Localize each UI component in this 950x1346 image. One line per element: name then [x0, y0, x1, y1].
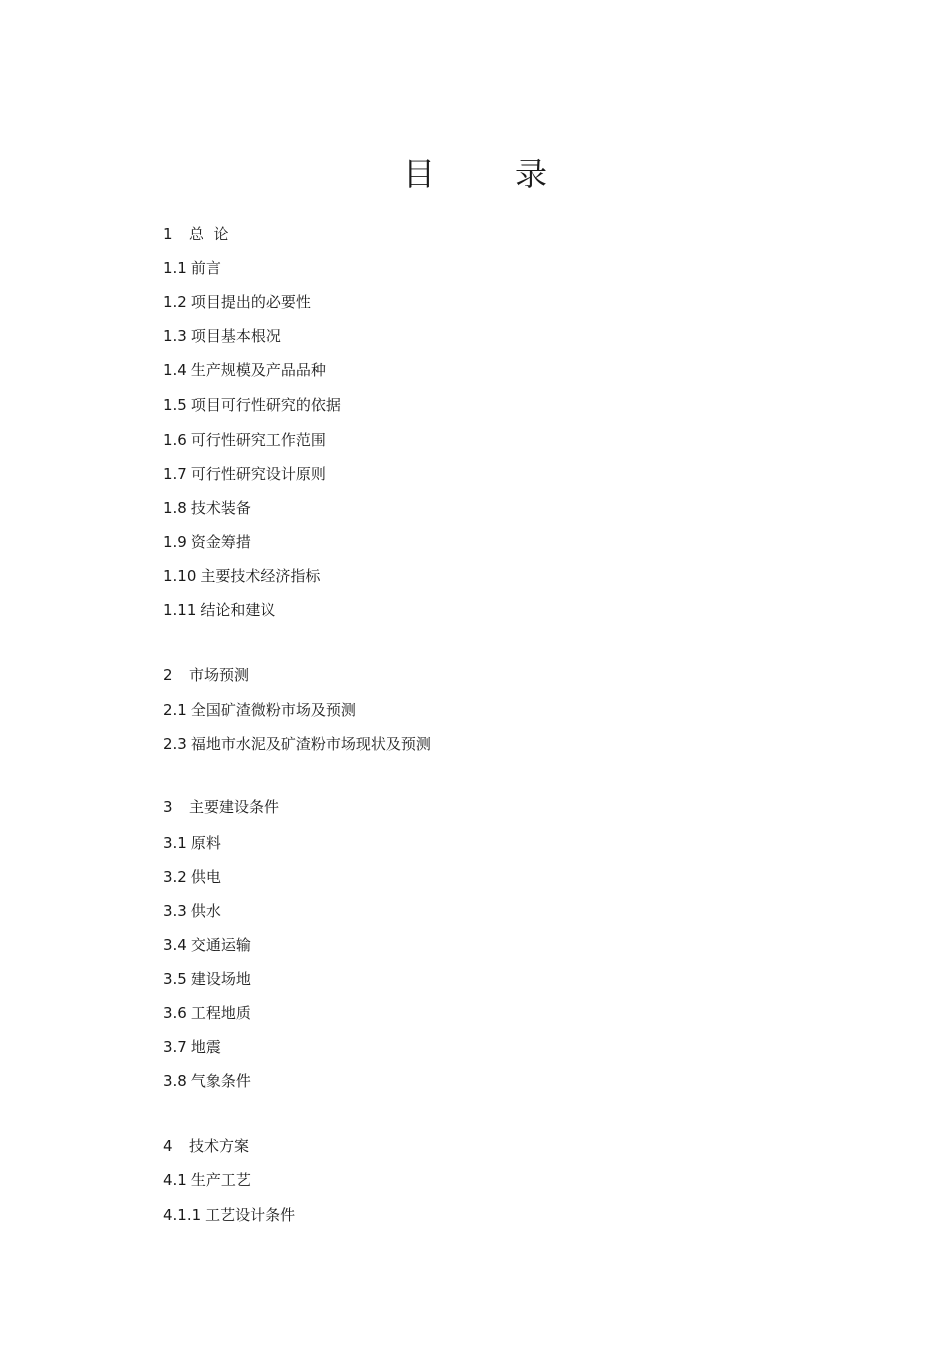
- toc-text: 项目可行性研究的依据: [190, 396, 341, 414]
- toc-item: [163, 900, 221, 922]
- toc-text: 项目提出的必要性: [190, 293, 311, 311]
- toc-number: 3.8: [163, 1072, 187, 1090]
- toc-item: [163, 394, 341, 416]
- toc-item: [163, 1204, 295, 1226]
- toc-text: 全国矿渣微粉市场及预测: [190, 701, 356, 719]
- toc-text: 地震: [190, 1038, 221, 1056]
- title-char-2: 录: [515, 155, 548, 193]
- toc-item: [163, 934, 251, 956]
- toc-number: 4.1.1: [163, 1206, 202, 1224]
- toc-item: [163, 866, 221, 888]
- toc-number: 3: [163, 798, 173, 816]
- toc-text: 原料: [190, 834, 221, 852]
- toc-text: 可行性研究设计原则: [190, 465, 326, 483]
- toc-item: [163, 429, 326, 451]
- toc-item: [163, 531, 251, 553]
- page-title: [0, 152, 950, 196]
- toc-number: 1: [163, 225, 173, 243]
- toc-number: 3.6: [163, 1004, 187, 1022]
- toc-text: 气象条件: [190, 1072, 251, 1090]
- toc-item: [163, 832, 221, 854]
- toc-text: 供水: [190, 902, 221, 920]
- toc-text: 福地市水泥及矿渣粉市场现状及预测: [190, 735, 431, 753]
- toc-number: 1.11: [163, 601, 197, 619]
- toc-text: 总 论: [189, 225, 229, 243]
- toc-chapter-1: [163, 223, 229, 245]
- toc-text: 技术方案: [189, 1137, 250, 1155]
- toc-text: 前言: [190, 259, 221, 277]
- toc-text: 生产工艺: [190, 1171, 251, 1189]
- toc-number: 4: [163, 1137, 173, 1155]
- toc-number: 1.4: [163, 361, 187, 379]
- toc-item: [163, 1002, 251, 1024]
- toc-text: 技术装备: [190, 499, 251, 517]
- toc-number: 1.6: [163, 431, 187, 449]
- toc-text: 工艺设计条件: [205, 1206, 296, 1224]
- toc-text: 工程地质: [190, 1004, 251, 1022]
- toc-number: 3.1: [163, 834, 187, 852]
- toc-item: [163, 497, 251, 519]
- toc-item: [163, 325, 281, 347]
- toc-number: 1.5: [163, 396, 187, 414]
- toc-text: 市场预测: [189, 666, 250, 684]
- toc-item: [163, 699, 356, 721]
- toc-text: 交通运输: [190, 936, 251, 954]
- toc-number: 3.3: [163, 902, 187, 920]
- toc-number: 3.5: [163, 970, 187, 988]
- toc-number: 1.3: [163, 327, 187, 345]
- toc-text: 建设场地: [190, 970, 251, 988]
- toc-number: 1.7: [163, 465, 187, 483]
- toc-number: 1.10: [163, 567, 197, 585]
- toc-number: 2.3: [163, 735, 187, 753]
- toc-text: 主要技术经济指标: [200, 567, 321, 585]
- toc-text: 结论和建议: [200, 601, 276, 619]
- toc-item: [163, 463, 326, 485]
- toc-number: 3.4: [163, 936, 187, 954]
- toc-item: [163, 1070, 251, 1092]
- toc-number: 4.1: [163, 1171, 187, 1189]
- toc-text: 项目基本根况: [190, 327, 281, 345]
- toc-number: 2: [163, 666, 173, 684]
- toc-text: 主要建设条件: [189, 798, 280, 816]
- toc-number: 2.1: [163, 701, 187, 719]
- toc-text: 供电: [190, 868, 221, 886]
- toc-chapter-3: [163, 796, 279, 818]
- toc-item: [163, 291, 311, 313]
- toc-number: 1.8: [163, 499, 187, 517]
- toc-chapter-4: [163, 1135, 249, 1157]
- toc-item: [163, 1169, 251, 1191]
- toc-item: [163, 968, 251, 990]
- toc-item: [163, 733, 431, 755]
- toc-item: [163, 565, 320, 587]
- toc-text: 生产规模及产品品种: [190, 361, 326, 379]
- toc-number: 3.7: [163, 1038, 187, 1056]
- toc-item: [163, 1036, 221, 1058]
- toc-item: [163, 359, 326, 381]
- toc-number: 1.1: [163, 259, 187, 277]
- toc-number: 1.9: [163, 533, 187, 551]
- toc-item: [163, 257, 221, 279]
- title-char-1: 目: [403, 155, 436, 193]
- toc-text: 资金筹措: [190, 533, 251, 551]
- toc-text: 可行性研究工作范围: [190, 431, 326, 449]
- toc-number: 1.2: [163, 293, 187, 311]
- toc-item: [163, 599, 275, 621]
- toc-number: 3.2: [163, 868, 187, 886]
- toc-chapter-2: [163, 664, 249, 686]
